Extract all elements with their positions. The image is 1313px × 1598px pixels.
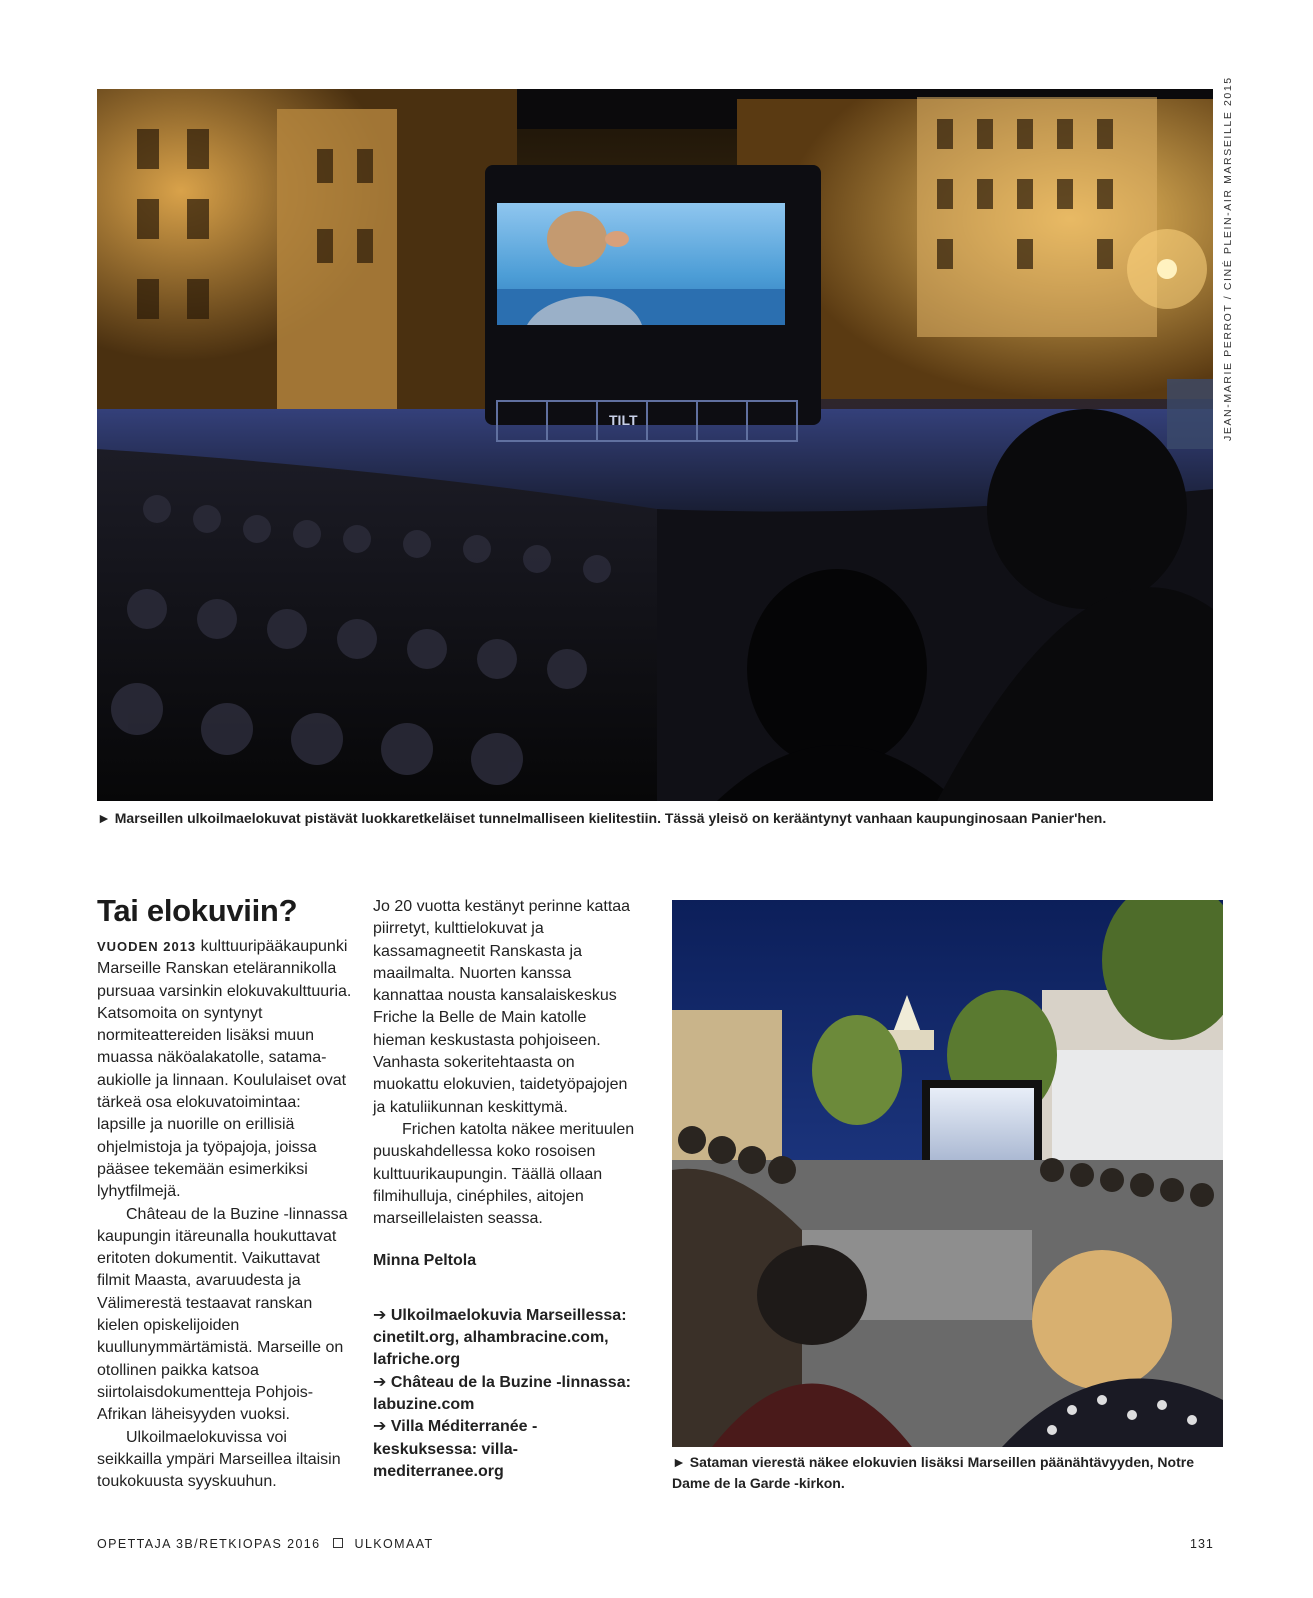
author-byline: Minna Peltola — [373, 1252, 477, 1270]
paragraph: Jo 20 vuotta kestänyt perinne kattaa piirretyt, kulttielokuvat ja kassamagneetit Ranskasta ja maailmalta. Nuorten kanssa kannattaa nousta kansalaiskeskus Friche la Belle de Main katolle hieman keskustasta pohjoiseen. Vanhasta sokeritehtaasta on muokattu elokuvien, taidetyöpajojen ja katuliikunnan keskittymä. — [373, 898, 631, 1116]
photo-credit — [1218, 76, 1236, 449]
page-footer — [97, 1537, 434, 1551]
page-number: 131 — [1190, 1537, 1214, 1551]
article-column-2 — [373, 896, 635, 1483]
paragraph-text: kulttuuripääkaupunki Marseille Ranskan etelärannikolla pursuaa varsinkin elokuvakulttuuria. Katsomoita on syntynyt normiteattereiden lisäksi muun muassa näköalakatolle, satama-aukiolle ja linnaan. Koululaiset ovat tärkeä osa elokuvatoimintaa: lapsille ja nuorille on erillisiä ohjelmistoja ja työpajoja, joissa pääsee tekemään esimerkiksi lyhytfilmejä. — [97, 938, 352, 1201]
arrow-icon: ➔ — [373, 1306, 387, 1324]
paragraph: Ulkoilmaelokuvissa voi seikkailla ympäri Marseillea iltaisin toukokuusta syyskuuhun. — [97, 1428, 341, 1491]
screen-sign: TILT — [609, 412, 638, 428]
article-headline: Tai elokuviin? — [97, 893, 298, 928]
publication-name: OPETTAJA 3B/RETKIOPAS 2016 — [97, 1537, 321, 1551]
arrow-icon: ➔ — [373, 1418, 387, 1436]
harbour-cinema-photo — [672, 900, 1223, 1447]
arrow-icon: ➔ — [373, 1373, 387, 1391]
lead-in: VUODEN 2013 — [97, 939, 197, 954]
link-list — [373, 1305, 635, 1483]
link-item[interactable] — [373, 1416, 635, 1483]
paragraph: Château de la Buzine -linnassa kaupungin itäreunalla houkuttavat eritoten dokumentit. Vaikuttavat filmit Maasta, avaruudesta ja Välimerestä testaavat ranskan kielen opiskelijoiden kuullunymmärtämistä. Marseille on otollinen paikka katsoa siirtolaisdokumentteja Pohjois-Afrikan läheisyyden vuoksi. — [97, 1205, 348, 1424]
caption-bullet-icon: ► — [97, 810, 111, 826]
caption-bullet-icon: ► — [672, 1454, 686, 1470]
link-text: Château de la Buzine -linnassa: labuzine.com — [373, 1373, 631, 1413]
bottom-caption-text: Sataman vierestä näkee elokuvien lisäksi Marseillen päänähtävyyden, Notre Dame de la Garde -kirkon. — [672, 1454, 1194, 1491]
top-photo-caption — [97, 808, 1217, 829]
top-caption-text: Marseillen ulkoilmaelokuvat pistävät luokkaretkeläiset tunnelmalliseen kielitestiin. Tässä yleisö on kerääntynyt vanhaan kaupunginosaan Panier'hen. — [114, 810, 1107, 826]
link-item[interactable] — [373, 1372, 635, 1417]
bottom-photo-caption — [672, 1452, 1232, 1494]
link-text: Ulkoilmaelokuvia Marseillessa: cinetilt.org, alhambracine.com, lafriche.org — [373, 1306, 627, 1369]
section-name: ULKOMAAT — [354, 1537, 434, 1551]
link-item[interactable] — [373, 1305, 635, 1372]
paragraph — [97, 936, 352, 1204]
paragraph: Frichen katolta näkee merituulen puuskahdellessa koko rosoisen kulttuurikaupungin. Täällä ollaan filmihulluja, cinéphiles, aitojen marseillelaisten seassa. — [373, 1120, 635, 1228]
square-icon — [333, 1538, 343, 1548]
hero-photo — [97, 89, 1213, 801]
link-text: Villa Méditerranée -keskuksessa: villa-mediterranee.org — [373, 1418, 538, 1480]
photo-credit-text: JEAN-MARIE PERROT / CINÉ PLEIN-AIR MARSEILLE 2015 — [1222, 76, 1234, 441]
article-column-1 — [97, 936, 352, 1493]
